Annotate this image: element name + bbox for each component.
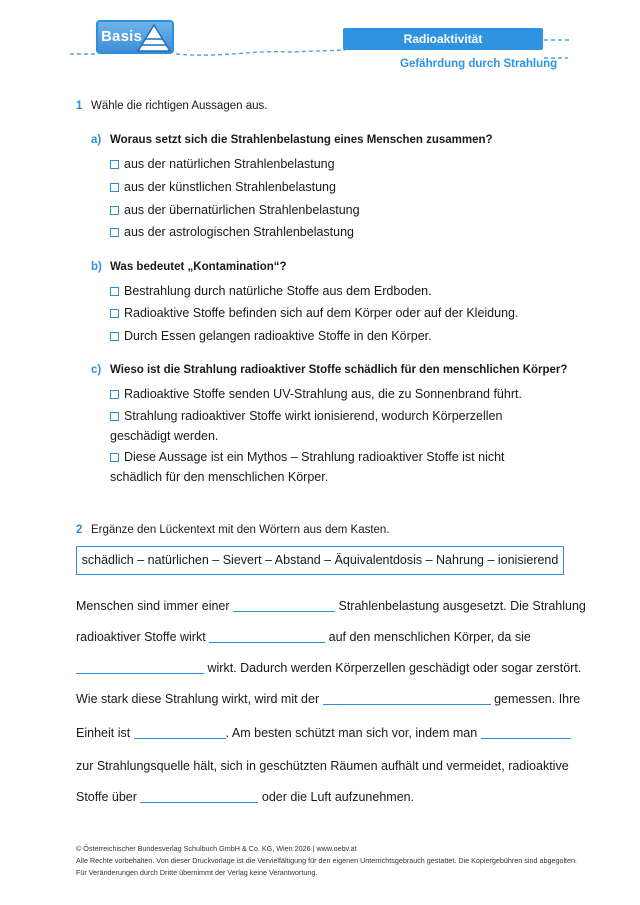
question-letter: c) <box>91 364 102 376</box>
gap-input[interactable] <box>233 599 335 612</box>
answer-option[interactable]: Bestrahlung durch natürliche Stoffe aus dem Erdboden. <box>110 281 540 301</box>
answer-option[interactable]: Radioaktive Stoffe senden UV-Strahlung aus, die zu Sonnenbrand führt. <box>110 384 540 404</box>
cloze-line: wirkt. Dadurch werden Körperzellen geschädigt oder sogar zerstört. <box>76 661 581 675</box>
answer-option[interactable]: Diese Aussage ist ein Mythos – Strahlung radioaktiver Stoffe ist nicht schädlich für den menschlichen Körper. <box>110 450 505 484</box>
checkbox-icon[interactable] <box>110 160 119 169</box>
footer-disclaimer: Für Veränderungen durch Dritte übernimmt der Verlag keine Verantwortung. <box>76 868 318 877</box>
cloze-line: Einheit ist . Am besten schützt man sich vor, indem man <box>76 726 571 740</box>
gap-input[interactable] <box>134 726 226 739</box>
gap-input[interactable] <box>140 790 258 803</box>
page-title: Radioaktivität <box>343 28 543 50</box>
checkbox-icon[interactable] <box>110 287 119 296</box>
page-subtitle: Gefährdung durch Strahlung <box>400 58 558 70</box>
gap-input[interactable] <box>323 692 491 705</box>
task-number: 2 <box>76 524 83 536</box>
footer-rights: Alle Rechte vorbehalten. Von dieser Druckvorlage ist die Vervielfältigung für den eigenen Unterrichtsgebrauch gestattet. Die Kopiergebühren sind abgegolten. <box>76 856 578 865</box>
answer-option[interactable]: Strahlung radioaktiver Stoffe wirkt ionisierend, wodurch Körperzellen geschädigt werden. <box>110 409 503 443</box>
cloze-line: zur Strahlungsquelle hält, sich in geschützten Räumen aufhält und vermeidet, radioaktive <box>76 759 569 773</box>
answer-option[interactable]: Durch Essen gelangen radioaktive Stoffe in den Körper. <box>110 326 540 346</box>
checkbox-icon[interactable] <box>110 183 119 192</box>
checkbox-icon[interactable] <box>110 206 119 215</box>
checkbox-icon[interactable] <box>110 453 119 462</box>
cloze-line: Menschen sind immer einer Strahlenbelastung ausgesetzt. Die Strahlung <box>76 599 586 613</box>
answer-option[interactable]: aus der natürlichen Strahlenbelastung <box>110 154 540 174</box>
cloze-line: radioaktiver Stoffe wirkt auf den menschlichen Körper, da sie <box>76 630 531 644</box>
gap-input[interactable] <box>209 630 325 643</box>
question-text: Wieso ist die Strahlung radioaktiver Stoffe schädlich für den menschlichen Körper? <box>110 364 568 376</box>
task-number: 1 <box>76 100 83 112</box>
question-letter: a) <box>91 134 102 146</box>
task-instruction: Ergänze den Lückentext mit den Wörtern aus dem Kasten. <box>91 524 390 536</box>
question-letter: b) <box>91 261 102 273</box>
answer-option[interactable]: Radioaktive Stoffe befinden sich auf dem Körper oder auf der Kleidung. <box>110 303 540 323</box>
gap-input[interactable] <box>76 661 204 674</box>
word-box: schädlich – natürlichen – Sievert – Abstand – Äquivalentdosis – Nahrung – ionisierend <box>76 546 564 575</box>
task-instruction: Wähle die richtigen Aussagen aus. <box>91 100 268 112</box>
question-text: Woraus setzt sich die Strahlenbelastung eines Menschen zusammen? <box>110 134 493 146</box>
question-text: Was bedeutet „Kontamination“? <box>110 261 287 273</box>
answer-option[interactable]: aus der übernatürlichen Strahlenbelastung <box>110 200 540 220</box>
answer-option[interactable]: aus der astrologischen Strahlenbelastung <box>110 222 540 242</box>
checkbox-icon[interactable] <box>110 332 119 341</box>
cloze-line: Stoffe über oder die Luft aufzunehmen. <box>76 790 415 804</box>
checkbox-icon[interactable] <box>110 228 119 237</box>
checkbox-icon[interactable] <box>110 309 119 318</box>
footer-copyright: © Österreichischer Bundesverlag Schulbuch GmbH & Co. KG, Wien 2026 | www.oebv.at <box>76 844 357 853</box>
gap-input[interactable] <box>481 726 571 739</box>
answer-option[interactable]: aus der künstlichen Strahlenbelastung <box>110 177 540 197</box>
cloze-line: Wie stark diese Strahlung wirkt, wird mit der gemessen. Ihre <box>76 692 581 706</box>
checkbox-icon[interactable] <box>110 390 119 399</box>
checkbox-icon[interactable] <box>110 412 119 421</box>
logo-text: Basis <box>101 28 143 45</box>
